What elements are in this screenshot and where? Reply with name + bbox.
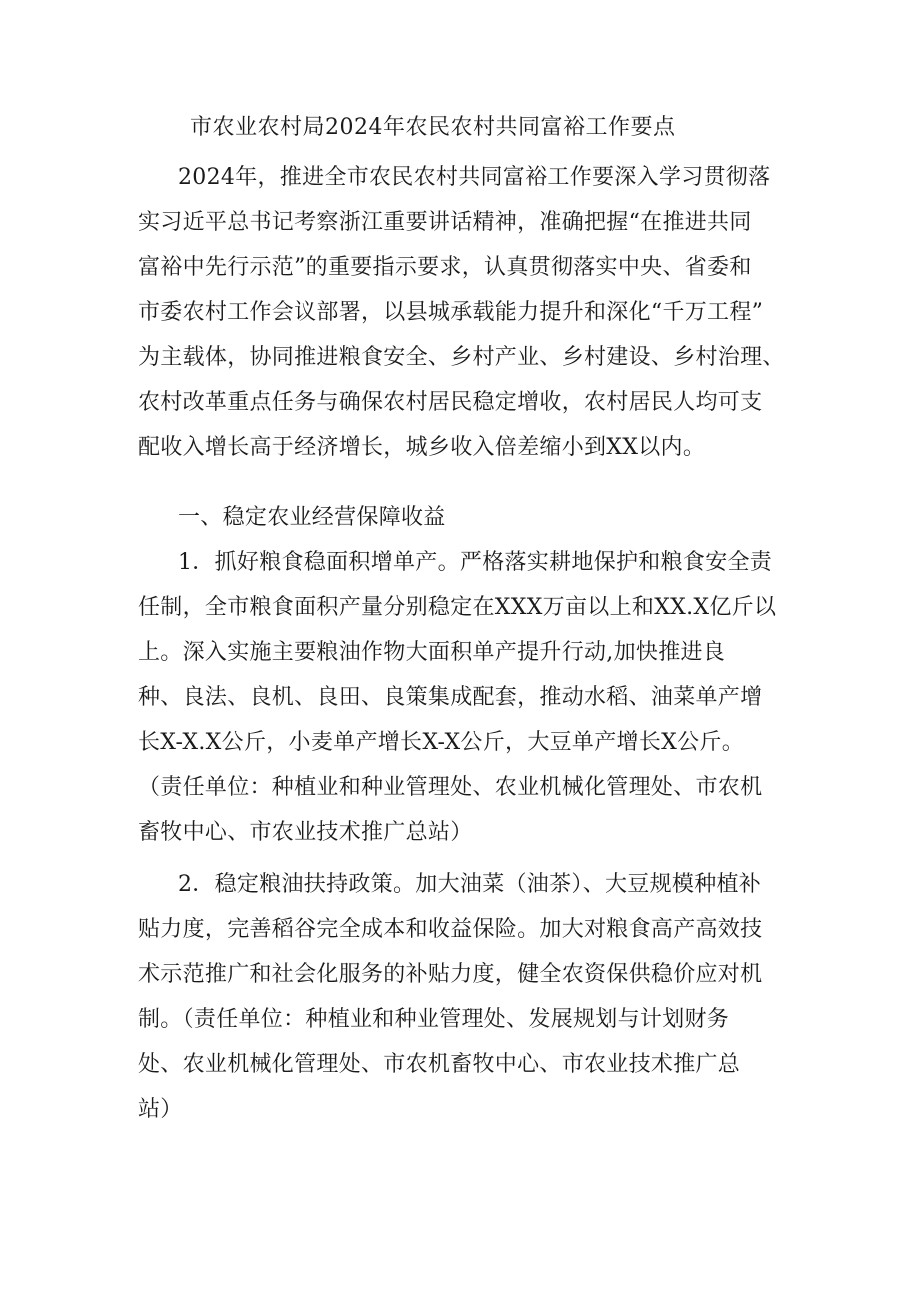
item-2-line: 贴力度，完善稻谷完全成本和收益保险。加大对粮食高产高效技 [138, 917, 763, 942]
intro-line: 配收入增长高于经济增长，城乡收入倍差缩小到XX以内。 [138, 435, 706, 460]
section-heading: 一、稳定农业经营保障收益 [178, 505, 446, 530]
intro-line: 2024年，推进全市农民农村共同富裕工作要深入学习贯彻落 [178, 165, 771, 190]
item-1-line: 上。深入实施主要粮油作物大面积单产提升行动,加快推进良 [138, 640, 726, 665]
intro-line: 富裕中先行示范”的重要指示要求，认真贯彻落实中央、省委和 [138, 255, 752, 280]
item-1-line: 畜牧中心、市农业技术推广总站） [138, 820, 473, 845]
item-2-line: 处、农业机械化管理处、市农机畜牧中心、市农业技术推广总 [138, 1052, 741, 1077]
document-title: 市农业农村局2024年农民农村共同富裕工作要点 [190, 115, 676, 140]
item-1-line: （责任单位：种植业和种业管理处、农业机械化管理处、市农机 [138, 775, 763, 800]
item-2-line: 术示范推广和社会化服务的补贴力度，健全农资保供稳价应对机 [138, 962, 763, 987]
item-2-line: 制。（责任单位：种植业和种业管理处、发展规划与计划财务 [138, 1007, 730, 1032]
item-2-line: 2．稳定粮油扶持政策。加大油菜（油茶）、大豆规模种植补 [178, 872, 762, 897]
intro-line: 实习近平总书记考察浙江重要讲话精神，准确把握“在推进共同 [138, 210, 752, 235]
item-1-line: 任制，全市粮食面积产量分别稳定在XXX万亩以上和XX.X亿斤以 [138, 595, 777, 620]
item-1-line: 1．抓好粮食稳面积增单产。严格落实耕地保护和粮食安全责 [178, 550, 773, 575]
intro-line: 农村改革重点任务与确保农村居民稳定增收，农村居民人均可支 [138, 390, 763, 415]
item-1-line: 长X-X.X公斤，小麦单产增长X-X公斤，大豆单产增长X公斤。 [138, 730, 744, 755]
intro-line: 市委农村工作会议部署，以县城承载能力提升和深化“千万工程” [138, 300, 764, 325]
intro-line: 为主载体，协同推进粮食安全、乡村产业、乡村建设、乡村治理、 [138, 345, 785, 370]
item-2-line: 站） [138, 1097, 183, 1122]
item-1-line: 种、良法、良机、良田、良策集成配套，推动水稻、油菜单产增 [138, 685, 763, 710]
